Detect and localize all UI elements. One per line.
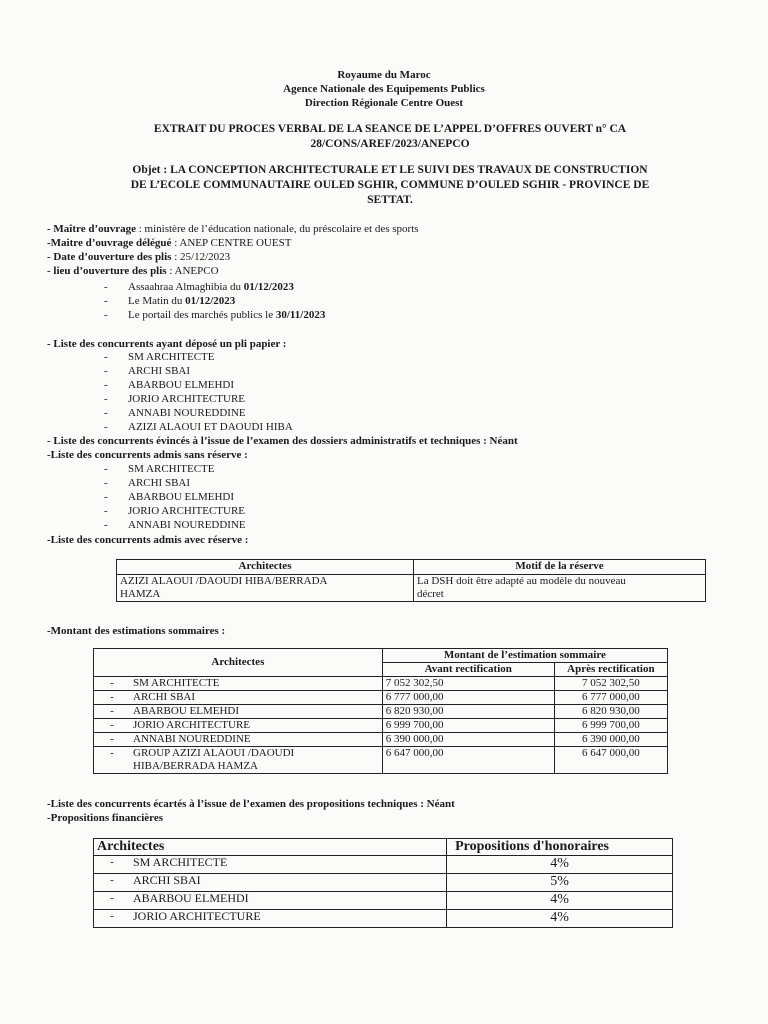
row-dash: - [94, 747, 131, 774]
table-row [94, 691, 668, 705]
reserve-table [116, 559, 706, 602]
est-name: ANNABI NOUREDDINE [130, 733, 382, 747]
objet-line-3: SETTAT. [367, 194, 413, 206]
admis-sans-item: - SM ARCHITECTE [104, 463, 215, 475]
est-avant: 7 052 302,50 [382, 677, 554, 691]
est-apres: 6 999 700,00 [554, 719, 667, 733]
table-row [94, 705, 668, 719]
admis-avec-heading: -Liste des concurrents admis avec réserve : [47, 534, 249, 546]
table-row [94, 856, 673, 874]
publication-item: - Le portail des marchés publics le 30/11/2023 [104, 309, 326, 321]
lieu-ouverture: - lieu d’ouverture des plis : ANEPCO [47, 265, 219, 277]
admis-sans-item: - ABARBOU ELMEHDI [104, 491, 235, 503]
estimations-heading: -Montant des estimations sommaires : [47, 625, 226, 637]
est-name: GROUP AZIZI ALAOUI /DAOUDI HIBA/BERRADA HAMZA [130, 747, 382, 774]
fin-name: ABARBOU ELMEHDI [130, 892, 447, 910]
est-avant: 6 820 930,00 [382, 705, 554, 719]
table-row [94, 910, 673, 928]
est-avant: 6 777 000,00 [382, 691, 554, 705]
est-avant: 6 647 000,00 [382, 747, 554, 774]
est-name: ARCHI SBAI [130, 691, 382, 705]
objet-line-1: Objet : LA CONCEPTION ARCHITECTURALE ET LE SUIVI DES TRAVAUX DE CONSTRUCTION [132, 164, 648, 176]
deposes-item: - AZIZI ALAOUI ET DAOUDI HIBA [104, 421, 293, 433]
est-apres: 6 647 000,00 [554, 747, 667, 774]
evinces-line: - Liste des concurrents évincés à l’issue de l’examen des dossiers administratifs et techniques : Néant [47, 435, 518, 447]
estimations-table [93, 648, 668, 774]
table-row [94, 892, 673, 910]
maitre-delegue: -Maitre d’ouvrage délégué : ANEP CENTRE OUEST [47, 237, 292, 249]
title-line-1: EXTRAIT DU PROCES VERBAL DE LA SEANCE DE L’APPEL D’OFFRES OUVERT n° CA [153, 123, 627, 135]
header-direction: Direction Régionale Centre Ouest [304, 97, 464, 109]
deposes-item: - JORIO ARCHITECTURE [104, 393, 246, 405]
est-col-apres: Après rectification [554, 663, 667, 677]
est-col-group: Montant de l’estimation sommaire [382, 649, 667, 663]
est-col-avant: Avant rectification [382, 663, 554, 677]
row-dash: - [94, 856, 131, 874]
table-row [94, 719, 668, 733]
fin-value: 4% [447, 856, 673, 874]
fin-col-architectes: Architectes [94, 839, 447, 856]
est-apres: 6 390 000,00 [554, 733, 667, 747]
table-row [94, 747, 668, 774]
admis-sans-heading: -Liste des concurrents admis sans réserve : [47, 449, 248, 461]
admis-sans-item: - JORIO ARCHITECTURE [104, 505, 246, 517]
publication-item: - Le Matin du 01/12/2023 [104, 295, 236, 307]
admis-sans-item: - ANNABI NOUREDDINE [104, 519, 246, 531]
fin-col-propositions: Propositions d'honoraires [447, 839, 673, 856]
est-name: ABARBOU ELMEHDI [130, 705, 382, 719]
ecartes-line: -Liste des concurrents écartés à l’issue de l’examen des propositions techniques : Néant [47, 798, 455, 810]
publication-item: - Assaahraa Almaghibia du 01/12/2023 [104, 281, 294, 293]
fin-name: SM ARCHITECTE [130, 856, 447, 874]
financieres-heading: -Propositions financières [47, 812, 164, 824]
deposes-heading: - Liste des concurrents ayant déposé un pli papier : [47, 338, 287, 350]
row-dash: - [94, 719, 131, 733]
deposes-item: - ANNABI NOUREDDINE [104, 407, 246, 419]
table-row [94, 677, 668, 691]
deposes-item: - ABARBOU ELMEHDI [104, 379, 235, 391]
reserve-motif: La DSH doit être adapté au modèle du nouveau décret [414, 575, 706, 602]
deposes-item: - ARCHI SBAI [104, 365, 191, 377]
date-ouverture: - Date d’ouverture des plis : 25/12/2023 [47, 251, 231, 263]
reserve-col-motif: Motif de la réserve [414, 560, 706, 575]
reserve-architect: AZIZI ALAOUI /DAOUDI HIBA/BERRADA HAMZA [117, 575, 414, 602]
row-dash: - [94, 677, 131, 691]
title-line-2: 28/CONS/AREF/2023/ANEPCO [310, 138, 470, 150]
table-row [94, 733, 668, 747]
est-apres: 6 820 930,00 [554, 705, 667, 719]
row-dash: - [94, 691, 131, 705]
row-dash: - [94, 910, 131, 928]
est-col-architectes: Architectes [94, 649, 383, 677]
fin-value: 5% [447, 874, 673, 892]
maitre-ouvrage: - Maître d’ouvrage : ministère de l’éducation nationale, du préscolaire et des sports [47, 223, 419, 235]
admis-sans-item: - ARCHI SBAI [104, 477, 191, 489]
header-agency: Agence Nationale des Equipements Publics [283, 83, 485, 95]
row-dash: - [94, 733, 131, 747]
fin-value: 4% [447, 892, 673, 910]
fin-value: 4% [447, 910, 673, 928]
row-dash: - [94, 705, 131, 719]
row-dash: - [94, 892, 131, 910]
header-kingdom: Royaume du Maroc [337, 69, 431, 81]
reserve-col-architectes: Architectes [117, 560, 414, 575]
fin-name: ARCHI SBAI [130, 874, 447, 892]
row-dash: - [94, 874, 131, 892]
objet-line-2: DE L’ECOLE COMMUNAUTAIRE OULED SGHIR, COMMUNE D’OULED SGHIR - PROVINCE DE [130, 179, 650, 191]
est-apres: 6 777 000,00 [554, 691, 667, 705]
fin-name: JORIO ARCHITECTURE [130, 910, 447, 928]
financieres-table [93, 838, 673, 928]
est-apres: 7 052 302,50 [554, 677, 667, 691]
table-row [94, 874, 673, 892]
est-avant: 6 999 700,00 [382, 719, 554, 733]
est-avant: 6 390 000,00 [382, 733, 554, 747]
est-name: JORIO ARCHITECTURE [130, 719, 382, 733]
table-row [117, 575, 706, 602]
est-name: SM ARCHITECTE [130, 677, 382, 691]
deposes-item: - SM ARCHITECTE [104, 351, 215, 363]
